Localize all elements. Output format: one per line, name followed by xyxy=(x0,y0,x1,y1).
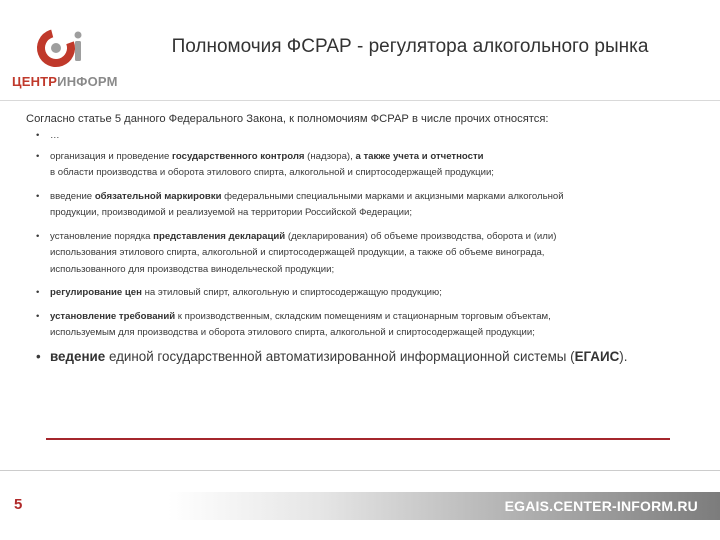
logo-text-gray: ИНФОРМ xyxy=(57,74,118,89)
list-item-egais: • ведение единой государственной автоматизированной информационной системы (ЕГАИС). xyxy=(34,348,694,366)
footer-divider xyxy=(0,470,720,471)
logo-emblem-icon xyxy=(34,26,90,74)
footer-url[interactable]: EGAIS.CENTER-INFORM.RU xyxy=(504,498,698,514)
list-item: • установление требований к производственным, складским помещениям и стационарным торговым объектам, используемым для производства и оборота этилового спирта, алкогольной и спиртосодержащей продукции; xyxy=(34,309,694,342)
accent-divider xyxy=(46,438,670,440)
page-title: Полномочия ФСРАР - регулятора алкогольного рынка xyxy=(171,36,649,57)
intro-text: Согласно статье 5 данного Федерального Закона, к полномочиям ФСРАР в числе прочих относятся: xyxy=(26,113,549,125)
list-item: • установление порядка представления деклараций (декларирования) об объеме производства, оборота и (или) использования этилового спирта, алкогольной и спиртосодержащей продукции, а также об объеме винограда, использованного для производства винодельческой продукции; xyxy=(34,229,694,279)
centrinform-logo xyxy=(12,26,118,98)
logo-wordmark xyxy=(12,74,118,89)
list-item: • регулирование цен на этиловый спирт, алкогольную и спиртосодержащую продукцию; xyxy=(34,285,694,302)
list-item: • организация и проведение государственного контроля (надзора), а также учета и отчетности в области производства и оборота этилового спирта, алкогольной и спиртосодержащей продукции; xyxy=(34,149,694,182)
footer-bar xyxy=(168,492,720,520)
header-divider xyxy=(0,100,720,101)
list-item: • … xyxy=(34,128,694,145)
logo-text-red: ЦЕНТР xyxy=(12,74,58,89)
page-number: 5 xyxy=(14,496,23,513)
list-item: • введение обязательной маркировки федеральными специальными марками и акцизными марками алкогольной продукции, производимой и реализуемой на территории Российской Федерации; xyxy=(34,189,694,222)
powers-list xyxy=(34,128,694,366)
